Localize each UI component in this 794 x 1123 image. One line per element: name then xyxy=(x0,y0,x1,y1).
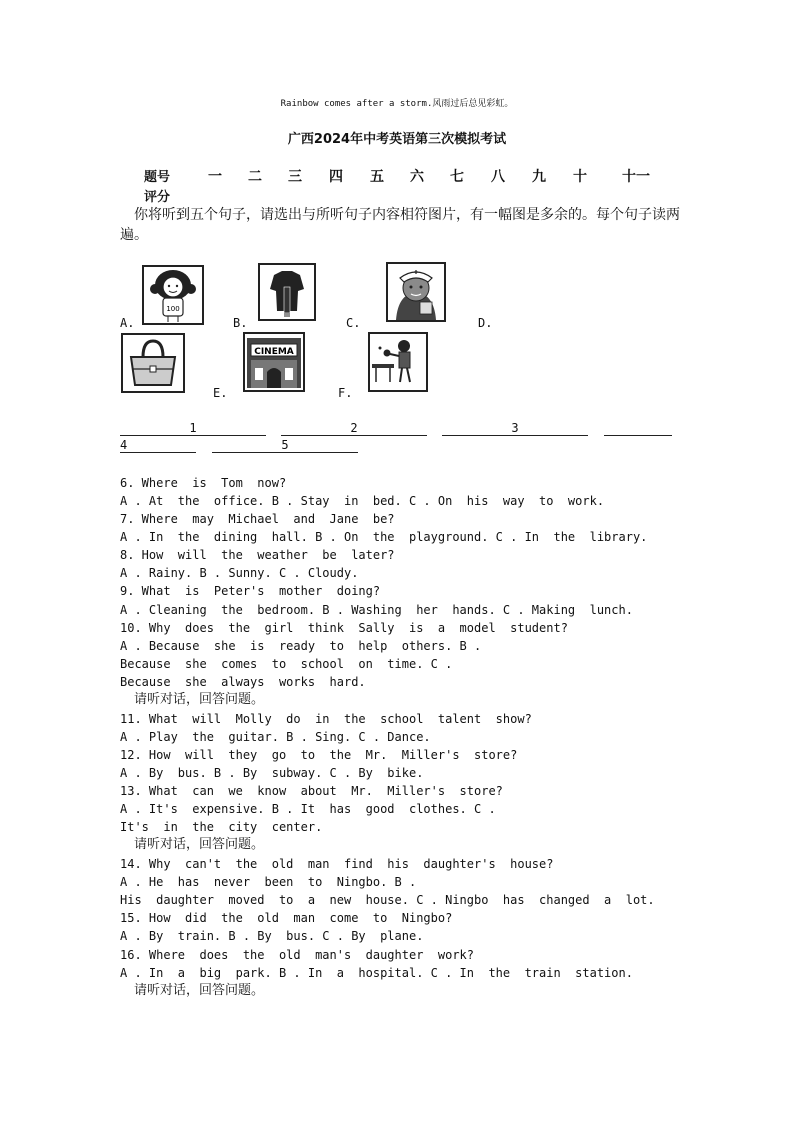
sweater-and-scarf-icon xyxy=(260,265,314,319)
option-line: His daughter moved to a new house. C . Ningbo has changed a lot. xyxy=(120,893,655,907)
score-col: 十一 xyxy=(622,169,650,185)
page-motto: Rainbow comes after a storm.风雨过后总见彩虹。 xyxy=(280,99,514,109)
picture-f xyxy=(368,332,428,392)
question-line: 15. How did the old man come to Ningbo? xyxy=(120,911,453,925)
score-col: 二 xyxy=(248,169,262,185)
score-col: 四 xyxy=(329,169,343,185)
listening-instruction: 你将听到五个句子，请选出与所听句子内容相符图片，有一幅图是多余的。每个句子读两遍。 xyxy=(120,207,680,243)
option-line: A . He has never been to Ningbo. B . xyxy=(120,875,417,889)
score-badge-text: 100 xyxy=(166,305,180,313)
picture-d xyxy=(121,333,185,393)
option-line: A . Cleaning the bedroom. B . Washing her hands. C . Making lunch. xyxy=(120,603,633,617)
answer-blank[interactable]: 3 xyxy=(442,421,588,436)
girl-holding-100-score-icon xyxy=(144,267,202,323)
picture-d-letter: D. xyxy=(478,316,493,330)
nurse-icon xyxy=(388,264,444,320)
score-table-row1-label: 题号 xyxy=(144,170,171,185)
score-col: 十 xyxy=(573,169,587,185)
picture-a-letter: A. xyxy=(120,316,135,330)
section-note: 请听对话，回答问题。 xyxy=(134,983,265,998)
picture-f-letter: F. xyxy=(338,386,353,400)
answer-blank[interactable]: 1 xyxy=(120,421,266,436)
answer-blank[interactable]: 2 xyxy=(281,421,427,436)
picture-b-letter: B. xyxy=(233,316,248,330)
question-line: 10. Why does the girl think Sally is a model student? xyxy=(120,621,568,635)
picture-b xyxy=(258,263,316,321)
option-line: A . By train. B . By bus. C . By plane. xyxy=(120,929,424,943)
question-line: 13. What can we know about Mr. Miller's store? xyxy=(120,784,503,798)
cinema-building-icon xyxy=(245,334,303,390)
cinema-sign-text: CINEMA xyxy=(254,347,294,357)
score-table-row2-label: 评分 xyxy=(144,190,171,205)
option-line: A . In a big park. B . In a hospital. C . In the train station. xyxy=(120,966,633,980)
question-line: 8. How will the weather be later? xyxy=(120,548,395,562)
score-col: 一 xyxy=(208,169,222,185)
picture-e xyxy=(243,332,305,392)
option-line: Because she always works hard. xyxy=(120,675,366,689)
option-line: A . By bus. B . By subway. C . By bike. xyxy=(120,766,424,780)
option-line: It's in the city center. xyxy=(120,820,323,834)
section-note: 请听对话，回答问题。 xyxy=(134,692,265,707)
picture-a xyxy=(142,265,204,325)
option-line: A . Rainy. B . Sunny. C . Cloudy. xyxy=(120,566,359,580)
score-col: 九 xyxy=(532,169,546,185)
question-line: 11. What will Molly do in the school talent show? xyxy=(120,712,532,726)
option-line: Because she comes to school on time. C . xyxy=(120,657,453,671)
question-line: 16. Where does the old man's daughter work? xyxy=(120,948,475,962)
option-line: A . Because she is ready to help others. B . xyxy=(120,639,482,653)
answer-blank[interactable]: 4 xyxy=(120,438,196,453)
question-line: 6. Where is Tom now? xyxy=(120,476,287,490)
section-note: 请听对话，回答问题。 xyxy=(134,837,265,852)
option-line: A . In the dining hall. B . On the playground. C . In the library. xyxy=(120,530,648,544)
question-line: 12. How will they go to the Mr. Miller's store? xyxy=(120,748,518,762)
option-line: A . It's expensive. B . It has good clothes. C . xyxy=(120,802,496,816)
handbag-icon xyxy=(123,335,183,391)
question-line: 7. Where may Michael and Jane be? xyxy=(120,512,395,526)
girl-playing-table-tennis-icon xyxy=(370,334,426,390)
question-line: 14. Why can't the old man find his daughter's house? xyxy=(120,857,554,871)
picture-c xyxy=(386,262,446,322)
score-col: 八 xyxy=(491,169,505,185)
score-col: 五 xyxy=(370,169,384,185)
picture-e-letter: E. xyxy=(213,386,228,400)
score-col: 六 xyxy=(410,169,424,185)
question-line: 9. What is Peter's mother doing? xyxy=(120,584,381,598)
answer-blank[interactable] xyxy=(604,421,672,436)
picture-c-letter: C. xyxy=(346,316,361,330)
exam-title: 广西2024年中考英语第三次模拟考试 xyxy=(287,132,507,147)
score-col: 七 xyxy=(450,169,464,185)
option-line: A . Play the guitar. B . Sing. C . Dance. xyxy=(120,730,431,744)
answer-blank[interactable]: 5 xyxy=(212,438,358,453)
option-line: A . At the office. B . Stay in bed. C . On his way to work. xyxy=(120,494,605,508)
score-col: 三 xyxy=(288,169,302,185)
